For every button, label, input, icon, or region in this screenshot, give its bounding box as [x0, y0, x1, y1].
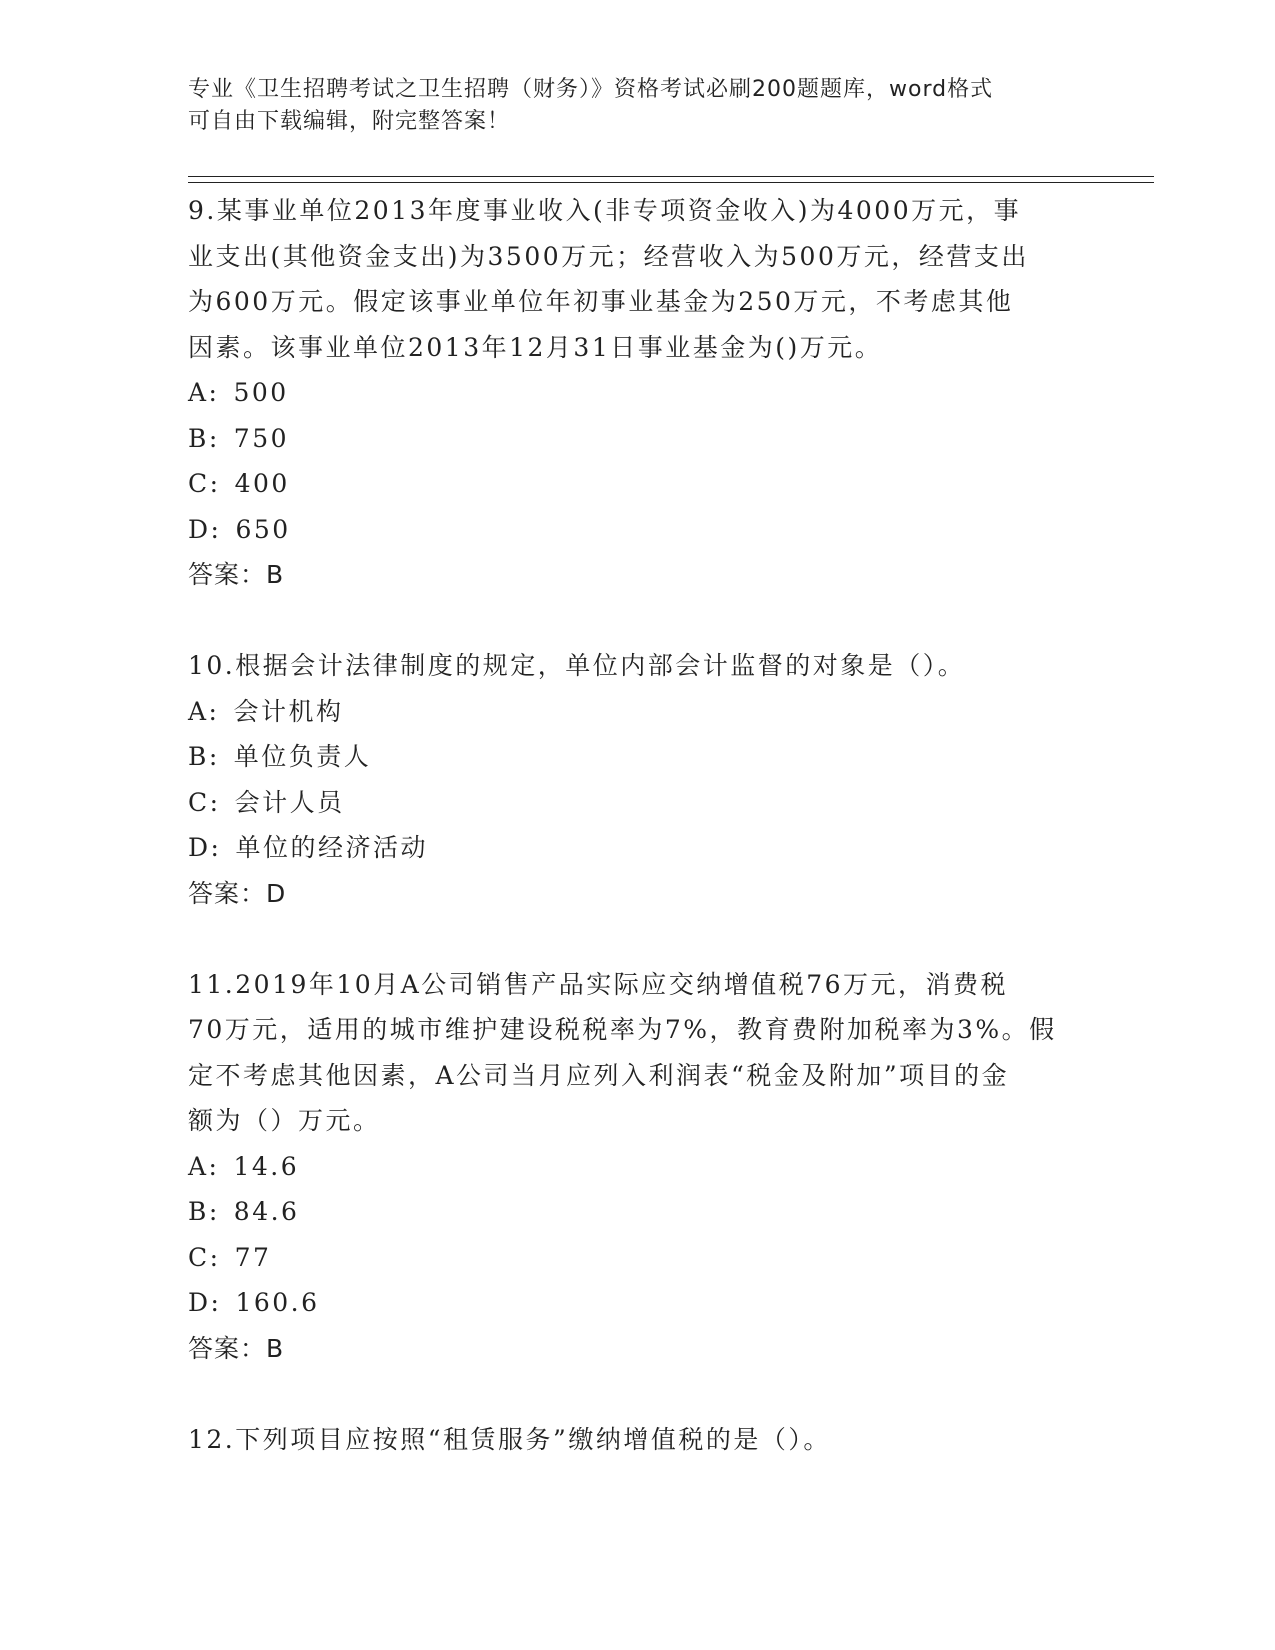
question-stem: [188, 643, 1088, 689]
option-text: 单位的经济活动: [235, 833, 428, 862]
option-key: A:: [188, 378, 220, 407]
question-9: [188, 188, 1088, 598]
option-a: [188, 370, 1088, 416]
question-stem: [188, 962, 1088, 1144]
option-text: 77: [234, 1242, 272, 1272]
answer-line: 答案：D: [188, 878, 287, 908]
option-text: 单位负责人: [233, 742, 372, 771]
option-text: 会计机构: [233, 696, 344, 726]
option-key: D:: [188, 833, 222, 862]
document-header: [188, 74, 1068, 138]
question-10: [188, 643, 1088, 916]
question-list: [188, 188, 1088, 1462]
stem-line: 9.某事业单位2013年度事业收入(非专项资金收入)为4000万元，事: [188, 196, 1022, 225]
option-key: C:: [188, 787, 221, 817]
stem-line: 70万元，适用的城市维护建设税税率为7%，教育费附加税率为3%。假: [188, 1015, 1057, 1044]
stem-line: 定不考虑其他因素，A公司当月应列入利润表“税金及附加”项目的金: [188, 1060, 1010, 1090]
spacer: [188, 598, 1088, 644]
question-11: [188, 962, 1088, 1372]
answer-line: 答案：B: [188, 560, 285, 589]
option-a: [188, 1144, 1088, 1190]
stem-line: 业支出(其他资金支出)为3500万元；经营收入为500万元，经营支出: [188, 241, 1029, 271]
option-text: 500: [233, 378, 289, 407]
question-12: [188, 1417, 1088, 1463]
option-d: [188, 825, 1088, 871]
stem-line: 10.根据会计法律制度的规定，单位内部会计监督的对象是（）。: [188, 651, 966, 680]
option-key: C:: [188, 1242, 221, 1272]
option-b: [188, 1189, 1088, 1235]
stem-line: 11.2019年10月A公司销售产品实际应交纳增值税76万元，消费税: [188, 969, 1009, 999]
answer-line: 答案：B: [188, 1333, 285, 1363]
option-key: B:: [188, 423, 220, 453]
stem-line: 为600万元。假定该事业单位年初事业基金为250万元，不考虑其他: [188, 287, 1014, 316]
option-text: 会计人员: [234, 787, 345, 817]
stem-line: 12.下列项目应按照“租赁服务”缴纳增值税的是（）。: [188, 1424, 831, 1454]
header-line-2: 可自由下载编辑，附完整答案！: [188, 109, 511, 134]
question-stem: [188, 1417, 1088, 1463]
option-text: 650: [235, 514, 291, 544]
option-key: A:: [188, 1151, 220, 1181]
spacer: [188, 916, 1088, 962]
option-a: [188, 689, 1088, 735]
option-c: [188, 780, 1088, 826]
option-b: [188, 416, 1088, 462]
option-key: A:: [188, 696, 220, 726]
option-text: 400: [234, 469, 290, 498]
stem-line: 额为（）万元。: [188, 1106, 381, 1135]
question-stem: [188, 188, 1088, 370]
option-text: 14.6: [233, 1151, 300, 1181]
header-line-1: 专业《卫生招聘考试之卫生招聘（财务）》资格考试必刷200题题库，word格式: [188, 77, 994, 102]
option-c: [188, 1235, 1088, 1281]
option-key: C:: [188, 469, 221, 498]
option-key: B:: [188, 1197, 220, 1226]
option-key: D:: [188, 1288, 222, 1317]
option-text: 84.6: [233, 1197, 300, 1226]
option-text: 160.6: [235, 1288, 320, 1317]
spacer: [188, 1371, 1088, 1417]
option-b: [188, 734, 1088, 780]
option-key: B:: [188, 742, 220, 771]
header-divider-top: [188, 176, 1154, 177]
option-c: [188, 461, 1088, 507]
option-d: [188, 1280, 1088, 1326]
option-d: [188, 507, 1088, 553]
option-key: D:: [188, 514, 222, 544]
stem-line: 因素。该事业单位2013年12月31日事业基金为()万元。: [188, 332, 883, 362]
option-text: 750: [233, 423, 290, 453]
header-divider-bottom: [188, 182, 1154, 183]
